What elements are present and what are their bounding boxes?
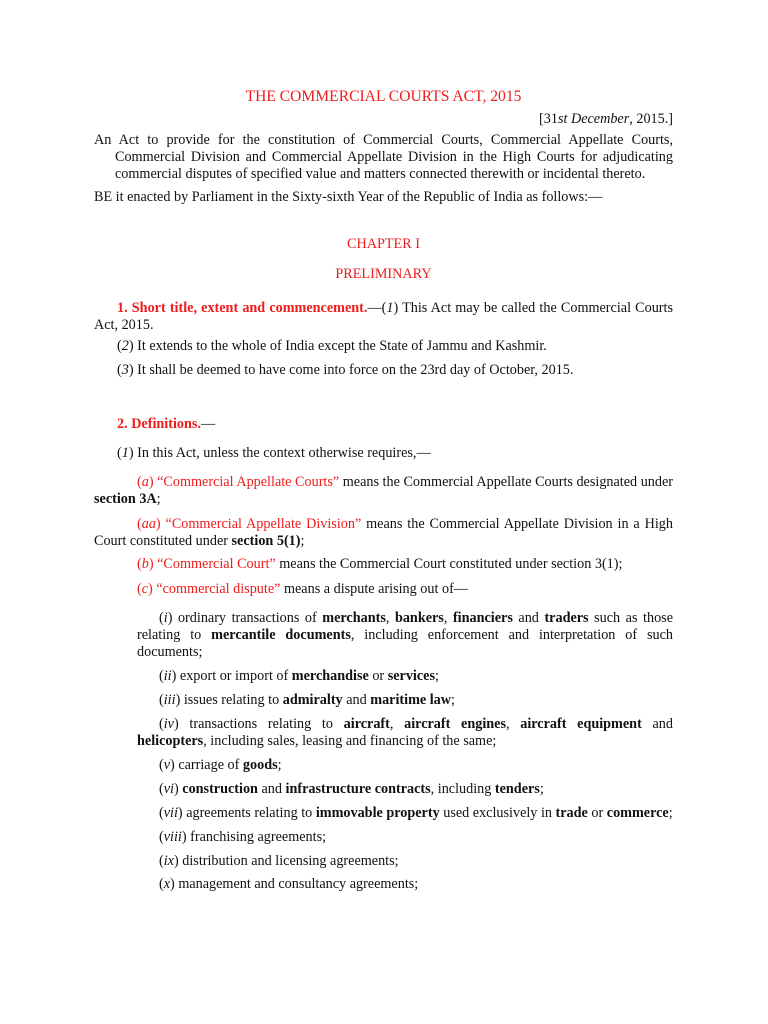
long-title: An Act to provide for the constitution of Commercial Courts, Commercial Appellate Courts, Commercial Division and Commercial Appellate Division in the High Courts for adjudicating commercial disputes of specified value and matters connected therewith or incidental thereto. [94, 132, 673, 182]
clause-c-iii: (iii) issues relating to admiralty and maritime law; [159, 692, 455, 708]
definition-a: (a) “Commercial Appellate Courts” means the Commercial Appellate Courts designated under section 3A; [94, 474, 673, 507]
enacting-formula: BE it enacted by Parliament in the Sixty-sixth Year of the Republic of India as follows:— [94, 189, 603, 205]
section-2-heading: 2. Definitions.— [117, 416, 216, 432]
clause-c-vi: (vi) construction and infrastructure contracts, including tenders; [159, 781, 544, 797]
definition-b: (b) “Commercial Court” means the Commercial Court constituted under section 3(1); [137, 556, 623, 572]
section-2-subsection-1: (1) In this Act, unless the context otherwise requires,— [117, 445, 431, 461]
clause-c-v: (v) carriage of goods; [159, 757, 282, 773]
act-title: THE COMMERCIAL COURTS ACT, 2015 [245, 88, 522, 105]
section-1-heading: 1. Short title, extent and commencement. [117, 300, 368, 316]
clause-c-iv: (iv) transactions relating to aircraft, aircraft engines, aircraft equipment and helicopters, including sales, leasing and financing of the same; [137, 716, 673, 749]
definition-aa: (aa) “Commercial Appellate Division” means the Commercial Appellate Division in a High Court constituted under section 5(1); [94, 516, 673, 549]
clause-c-ix: (ix) distribution and licensing agreements; [159, 853, 399, 869]
section-1-subsection-2: (2) It extends to the whole of India except the State of Jammu and Kashmir. [117, 338, 547, 354]
clause-c-viii: (viii) franchising agreements; [159, 829, 327, 845]
definition-c: (c) “commercial dispute” means a dispute arising out of— [137, 581, 468, 597]
clause-c-i: (i) ordinary transactions of merchants, bankers, financiers and traders such as those relating to mercantile documents, including enforcement and interpretation of such documents; [137, 610, 674, 660]
enactment-date: [31st December, 2015.] [539, 111, 673, 127]
clause-c-x: (x) management and consultancy agreements; [159, 876, 419, 892]
section-1-subsection-1: 1. Short title, extent and commencement.—(1) This Act may be called the Commercial Courts Act, 2015. [94, 300, 673, 333]
section-1-subsection-3: (3) It shall be deemed to have come into force on the 23rd day of October, 2015. [117, 362, 574, 378]
chapter-number: CHAPTER I [347, 236, 420, 252]
clause-c-vii: (vii) agreements relating to immovable property used exclusively in trade or commerce; [159, 805, 673, 821]
clause-c-ii: (ii) export or import of merchandise or services; [159, 668, 439, 684]
chapter-title: PRELIMINARY [335, 266, 432, 282]
